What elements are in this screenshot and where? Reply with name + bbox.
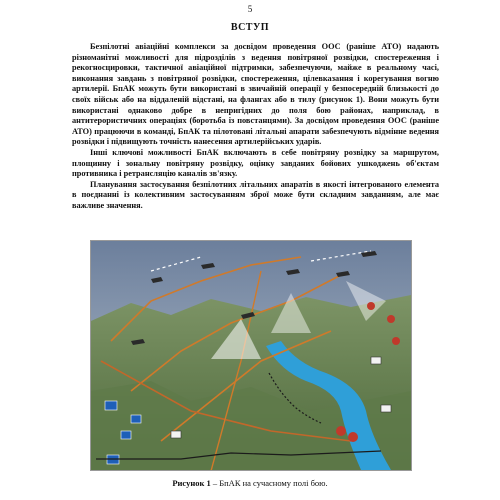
figure-caption (0, 478, 500, 488)
paragraph-1: Безпілотні авіаційні комплекси за досвідом проведення ООС (раніше АТО) надають різноманітні можливості для підрозділів з ведення повітряної розвідки, спостереження і рекогносцировки, тактичної авіаційної підтримки, забезпечуючи, майже в реальному часі, виконання завдань з повітряної розвідки, спостереження, цілевказання і корегування вогню артилерії. БпАК можуть бути використані в звичайній операції у безпосередній близькості до своїх військ або на віддаленій відстані, на флангах або в тилу (рисунок 1). Вони можуть бути використані однаково добре в непригідних до поля бою районах, наприклад, в антитерористичних операціях (боротьба із повстанцями). За досвідом проведення ООС (раніше АТО) працюючи в команді, БпАК та пілотовані літальні апарати забезпечують відмінне ведення розвідки і підвищують точність нанесення артилерійських ударів. (72, 42, 439, 147)
body-text (72, 42, 439, 212)
page-number: 5 (247, 4, 253, 14)
enemy-marker-icon (367, 302, 375, 310)
caption-label: Рисунок 1 (172, 478, 211, 488)
paragraph-3: Планування застосування безпілотних літальних апаратів в якості інтегрованого елемента в поєднанні із колективним застосуванням зброї може бути складним завданням, але має важливе значення. (72, 179, 439, 210)
installation-icon (371, 357, 381, 364)
enemy-marker-icon (336, 426, 346, 436)
caption-text: – БпАК на сучасному полі бою. (210, 478, 328, 488)
installation-icon (171, 431, 181, 438)
paragraph-2: Інші ключові можливості БпАК включають в себе повітряну розвідку за маршрутом, площинну і зональну повітряну розвідку, оцінку завданих бойових ушкоджень об'єктам противника і ретрансляцію каналів зв'язку. (72, 147, 439, 179)
unit-marker-icon (121, 431, 131, 439)
installation-icon (381, 405, 391, 412)
section-heading: ВСТУП (230, 22, 270, 33)
unit-marker-icon (105, 401, 117, 410)
battlefield-illustration (91, 241, 411, 470)
enemy-marker-icon (387, 315, 395, 323)
battlefield-figure (90, 240, 412, 471)
enemy-marker-icon (348, 432, 358, 442)
enemy-marker-icon (392, 337, 400, 345)
unit-marker-icon (131, 415, 141, 423)
